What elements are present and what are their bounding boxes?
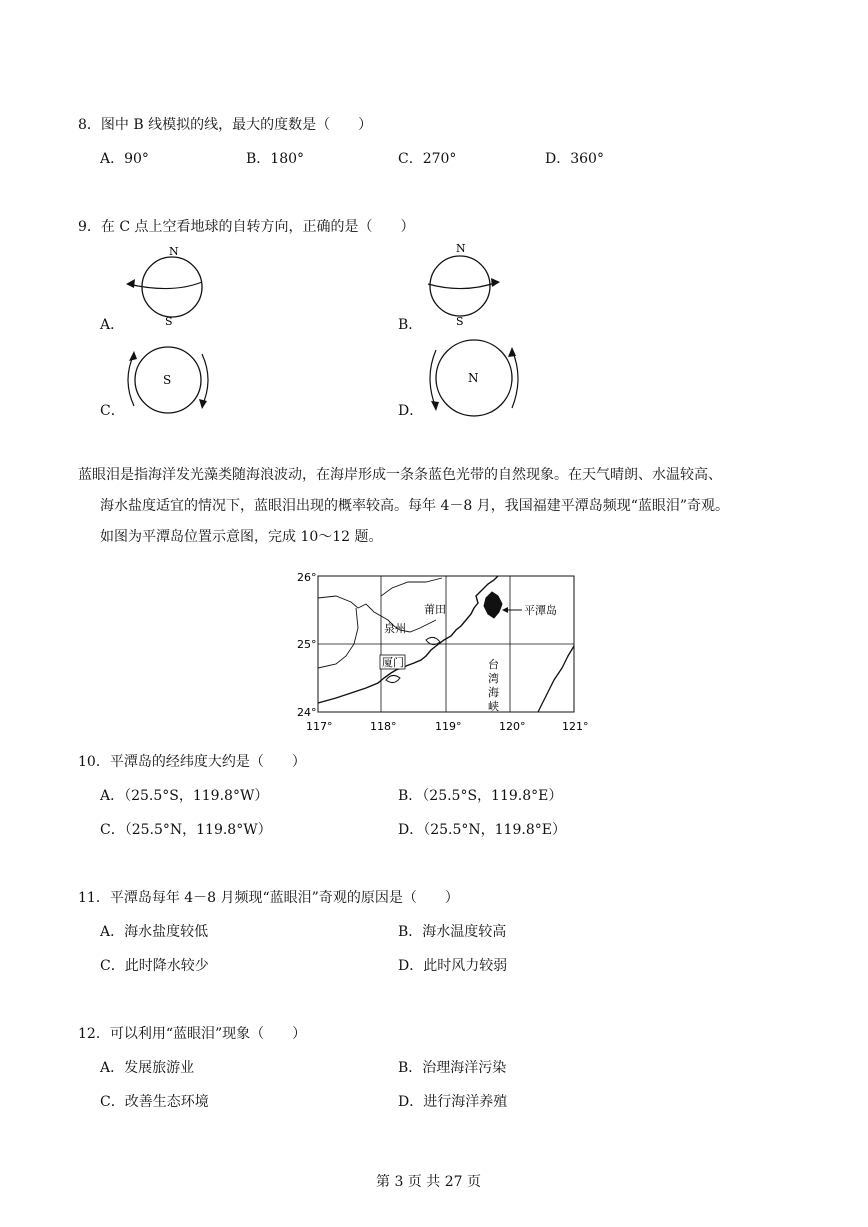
q9-option-d-label: D． (398, 403, 424, 419)
globe-b-south-label: S (456, 315, 464, 328)
globe-d-left-arrow-icon (431, 401, 439, 411)
passage (78, 460, 798, 553)
question-8-stem: 8．图中 B 线模拟的线，最大的度数是（ ） (78, 117, 373, 133)
q9-option-b-label: B． (398, 317, 423, 333)
globe-d-right-arc (512, 350, 518, 408)
map-lon-label-121: 121° (562, 720, 589, 733)
q10-option-a: A．（25.5°S，119.8°W） (100, 788, 269, 804)
question-11-stem: 11．平潭岛每年 4－8 月频现“蓝眼泪”奇观的原因是（ ） (78, 890, 459, 906)
q12-option-d: D．进行海洋养殖 (398, 1094, 508, 1110)
globe-a-circle (142, 257, 202, 317)
globe-c-left-arrow-icon (129, 351, 137, 361)
q8-option-a: A．90° (100, 151, 149, 167)
map-label-xiamen: 厦门 (382, 656, 404, 669)
map-label-strait-2: 湾 (488, 672, 499, 685)
passage-line-2: 海水盐度适宜的情况下，蓝眼泪出现的概率较高。每年 4－8 月，我国福建平潭岛频现“蓝眼泪”奇观。 (100, 498, 730, 514)
q11-option-c: C．此时降水较少 (100, 958, 209, 974)
q12-option-a: A．发展旅游业 (100, 1060, 195, 1076)
map-lon-label-118: 118° (370, 720, 397, 733)
q11-option-d: D．此时风力较弱 (398, 958, 508, 974)
globe-a-north-label: N (169, 245, 179, 258)
question-9-stem: 9．在 C 点上空看地球的自转方向，正确的是（ ） (78, 219, 415, 235)
globe-d-left-arc (430, 350, 436, 408)
q11-option-a: A．海水盐度较低 (100, 924, 209, 940)
globe-a-equator (128, 282, 202, 289)
map-label-strait-3: 海 (488, 686, 499, 699)
globe-c-right-arrow-icon (199, 399, 207, 409)
globe-b-equator (428, 282, 498, 289)
globe-b-arrow-icon (491, 278, 500, 287)
q9-globe-a-figure (120, 240, 220, 330)
q9-globe-c-figure (120, 340, 220, 420)
globe-b-north-label: N (456, 242, 466, 255)
globe-c-left-arc (128, 354, 134, 406)
passage-line-1: 蓝眼泪是指海洋发光藻类随海浪波动，在海岸形成一条条蓝色光带的自然现象。在天气晴朗、水温较高、 (78, 467, 722, 483)
q8-option-b: B．180° (246, 151, 305, 167)
question-12-stem: 12．可以利用“蓝眼泪”现象（ ） (78, 1026, 307, 1042)
q12-option-c: C．改善生态环境 (100, 1094, 209, 1110)
q9-globe-b-figure (418, 240, 518, 330)
globe-d-pole-label: N (468, 371, 479, 385)
map-lon-label-119: 119° (435, 720, 462, 733)
map-label-strait-1: 台 (488, 658, 499, 671)
question-10-stem: 10．平潭岛的经纬度大约是（ ） (78, 754, 306, 770)
globe-c-pole-label: S (163, 373, 172, 387)
map-label-pingtan: 平潭岛 (524, 604, 557, 617)
globe-a-arrow-icon (126, 279, 135, 288)
q9-option-c-label: C． (100, 403, 125, 419)
q8-option-d: D．360° (545, 151, 604, 167)
map-lat-label-25: 25° (297, 638, 317, 651)
globe-d-right-arrow-icon (508, 347, 516, 357)
q10-option-b: B．（25.5°S，119.8°E） (398, 788, 563, 804)
map-lat-label-26: 26° (297, 571, 317, 584)
q11-option-b: B．海水温度较高 (398, 924, 507, 940)
globe-c-right-arc (202, 354, 208, 406)
map-lat-label-24: 24° (297, 706, 317, 719)
q9-globe-d-figure (422, 334, 526, 422)
q9-option-a-label: A． (100, 317, 125, 333)
map-lon-label-120: 120° (499, 720, 526, 733)
q12-option-b: B．治理海洋污染 (398, 1060, 507, 1076)
q8-option-c: C．270° (398, 151, 457, 167)
map-label-strait-4: 峡 (488, 700, 499, 713)
q10-option-c: C．（25.5°N，119.8°W） (100, 822, 272, 838)
page-footer: 第 3 页 共 27 页 (376, 1174, 481, 1190)
map-label-putian: 莆田 (424, 603, 446, 616)
passage-line-3: 如图为平潭岛位置示意图，完成 10～12 题。 (100, 529, 383, 545)
map-label-quanzhou: 泉州 (384, 622, 406, 635)
pingtan-location-map (296, 568, 596, 738)
globe-a-south-label: S (165, 315, 173, 328)
q10-option-d: D．（25.5°N，119.8°E） (398, 822, 566, 838)
map-lon-label-117: 117° (306, 720, 333, 733)
